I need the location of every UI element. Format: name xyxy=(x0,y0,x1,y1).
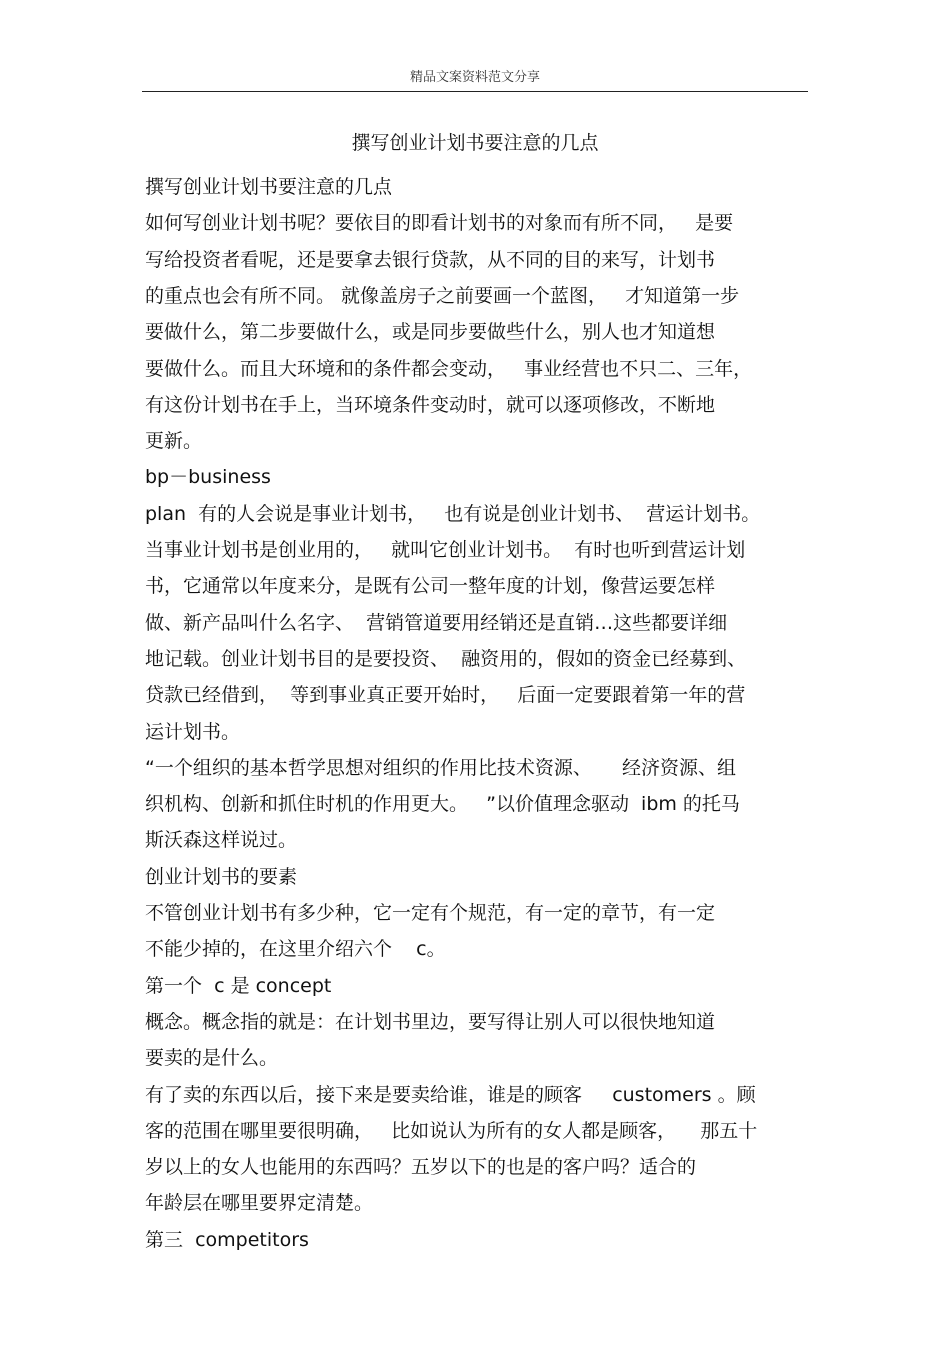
document-title: 撰写创业计划书要注意的几点 xyxy=(351,132,599,154)
body-text-line: 织机构、创新和抓住时机的作用更大。 ”以价值理念驱动 ibm 的托马 xyxy=(145,793,740,815)
page-header: 精品文案资料范文分享 xyxy=(409,70,540,85)
body-text-line: “一个组织的基本哲学思想对组织的作用比技术资源、 经济资源、组 xyxy=(145,757,737,779)
body-text-line: 做、新产品叫什么名字、 营销管道要用经销还是直销…这些都要详细 xyxy=(145,612,728,634)
body-text-line: 更新。 xyxy=(145,430,203,452)
body-text-line: 运计划书。 xyxy=(145,721,241,743)
body-text-line: 创业计划书的要素 xyxy=(145,866,298,888)
body-text-line: 撰写创业计划书要注意的几点 xyxy=(145,176,393,198)
body-text-line: 贷款已经借到， 等到事业真正要开始时， 后面一定要跟着第一年的营 xyxy=(145,684,746,706)
body-text-line: 有了卖的东西以后，接下来是要卖给谁，谁是的顾客 customers 。顾 xyxy=(145,1084,756,1106)
header-divider xyxy=(142,91,808,92)
body-text-line: 不管创业计划书有多少种，它一定有个规范，有一定的章节，有一定 xyxy=(145,902,716,924)
body-text-line: 有这份计划书在手上，当环境条件变动时，就可以逐项修改，不断地 xyxy=(145,394,716,416)
body-text-line: 概念。概念指的就是：在计划书里边，要写得让别人可以很快地知道 xyxy=(145,1011,716,1033)
body-text-line: 要做什么。而且大环境和的条件都会变动， 事业经营也不只二、三年， xyxy=(145,358,753,380)
body-text-line: 第三 competitors xyxy=(145,1229,309,1251)
body-text-line: 年龄层在哪里要界定清楚。 xyxy=(145,1192,374,1214)
body-text-line: 不能少掉的，在这里介绍六个 c。 xyxy=(145,938,446,960)
body-text-line: 要做什么，第二步要做什么，或是同步要做些什么，别人也才知道想 xyxy=(145,321,716,343)
body-text-line: 要卖的是什么。 xyxy=(145,1047,279,1069)
body-text-line: 斯沃森这样说过。 xyxy=(145,829,298,851)
body-text-line: 地记载。创业计划书目的是要投资、 融资用的，假如的资金已经募到、 xyxy=(145,648,747,670)
body-text-line: 客的范围在哪里要很明确， 比如说认为所有的女人都是顾客， 那五十 xyxy=(145,1120,758,1142)
body-text-line: 写给投资者看呢，还是要拿去银行贷款，从不同的目的来写，计划书 xyxy=(145,249,716,271)
body-text-line: 当事业计划书是创业用的， 就叫它创业计划书。 有时也听到营运计划 xyxy=(145,539,746,561)
body-text-line: 的重点也会有所不同。 就像盖房子之前要画一个蓝图， 才知道第一步 xyxy=(145,285,740,307)
body-text-line: 书，它通常以年度来分，是既有公司一整年度的计划，像营运要怎样 xyxy=(145,575,716,597)
body-text-line: bp－business xyxy=(145,466,271,488)
body-text-line: 第一个 c 是 concept xyxy=(145,975,332,997)
body-text-line: 如何写创业计划书呢？要依目的即看计划书的对象而有所不同， 是要 xyxy=(145,212,734,234)
body-text-line: 岁以上的女人也能用的东西吗？五岁以下的也是的客户吗？适合的 xyxy=(145,1156,697,1178)
body-text-line: plan 有的人会说是事业计划书， 也有说是创业计划书、 营运计划书。 xyxy=(145,503,761,525)
